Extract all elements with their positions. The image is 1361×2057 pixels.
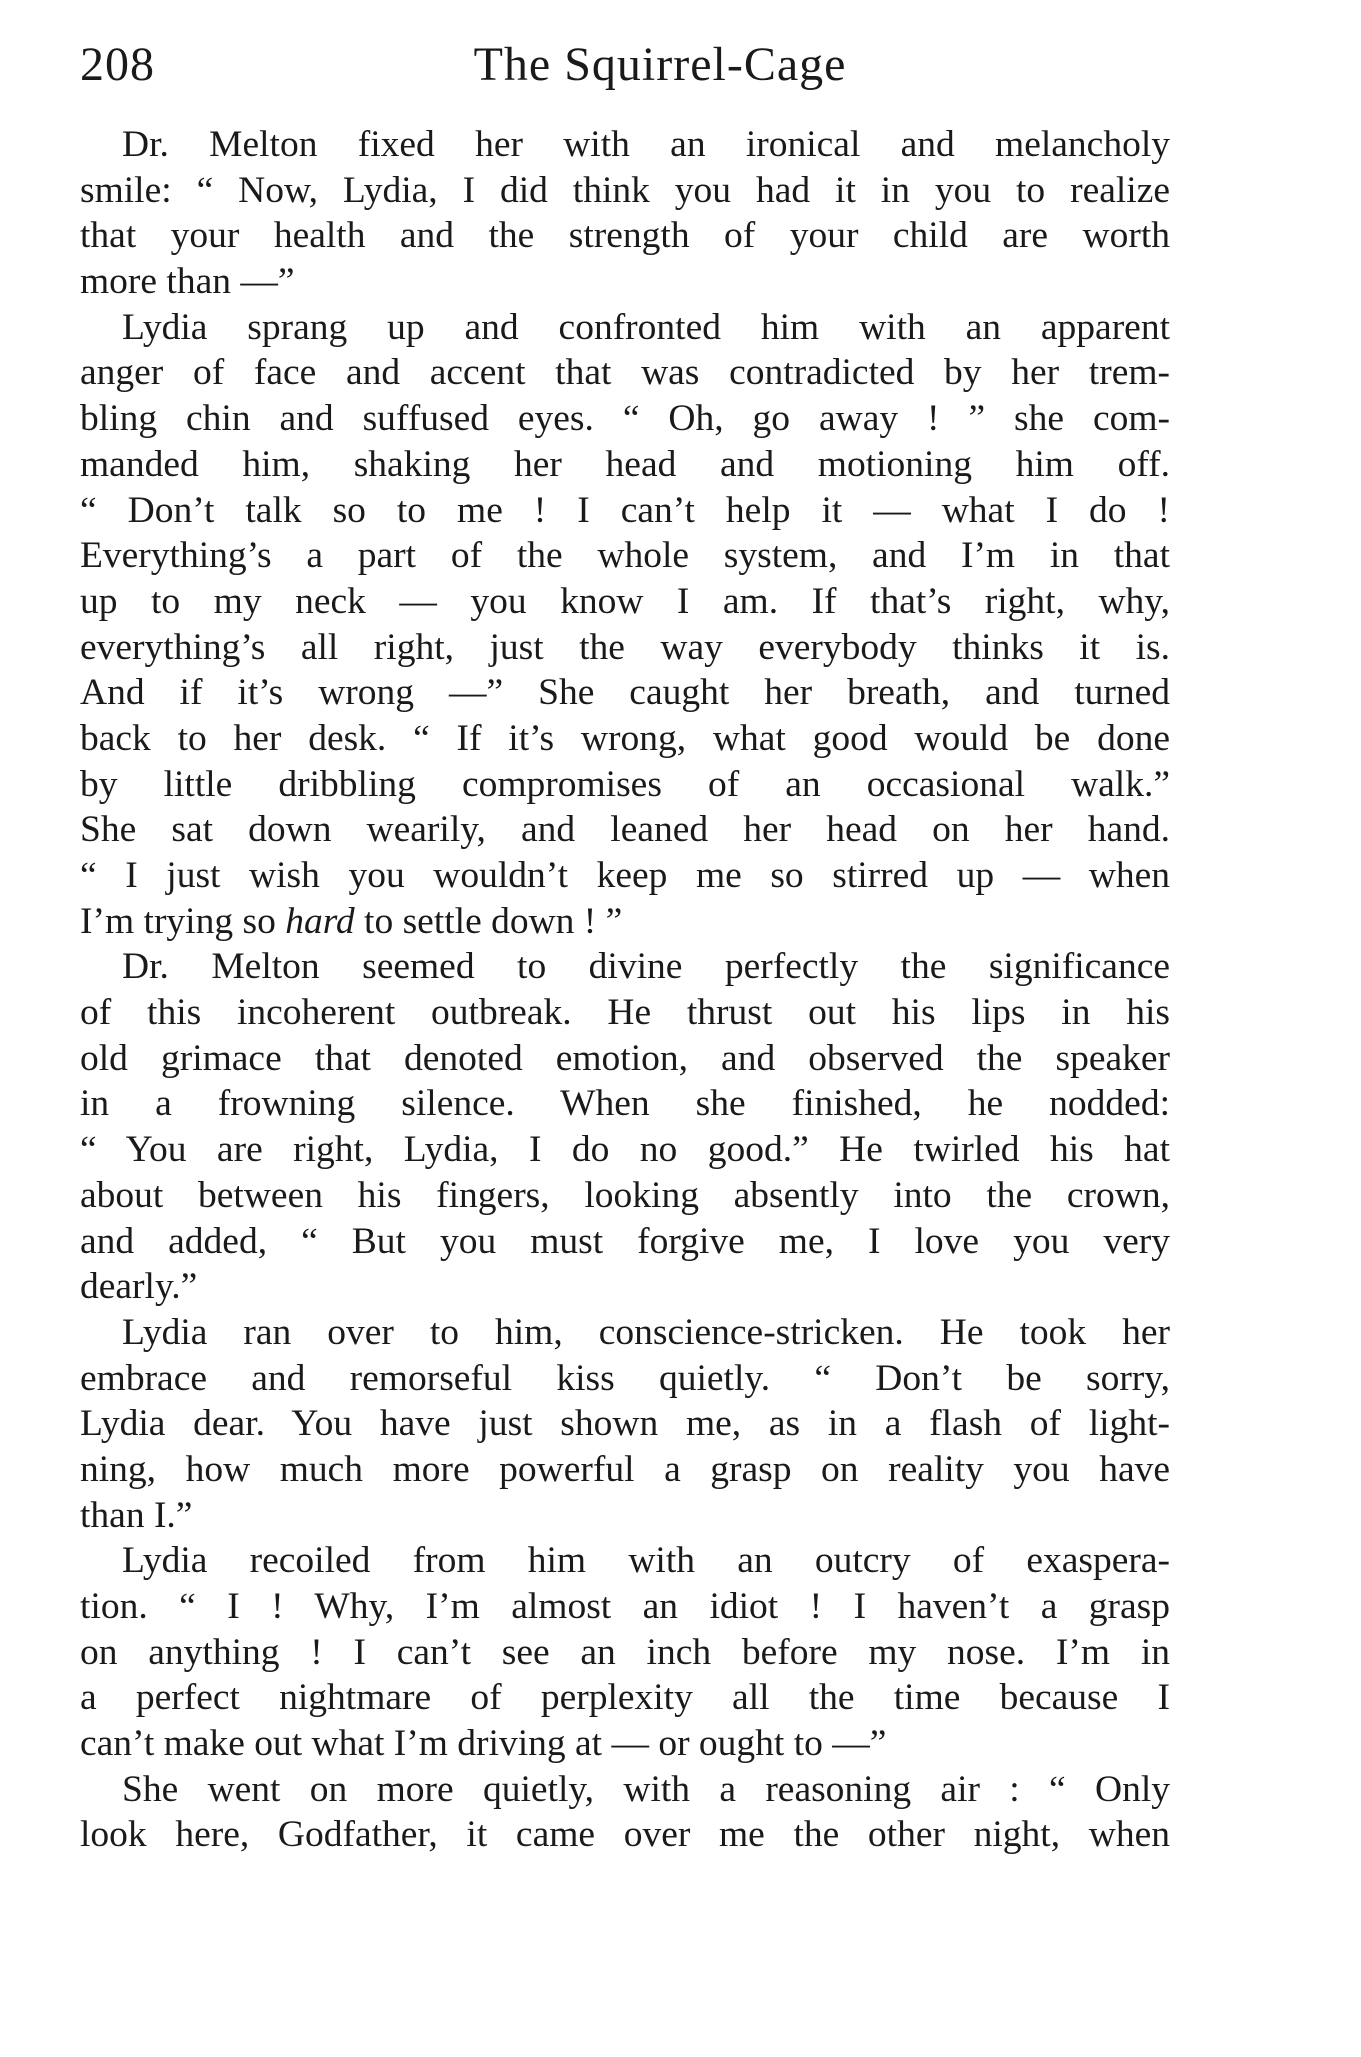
- text-line: dearly.”: [80, 1266, 198, 1308]
- text-line: Dr. Melton seemed to divine perfectly the significance: [122, 946, 1170, 988]
- text-line: old grimace that denoted emotion, and observed the speaker: [80, 1037, 1170, 1079]
- text-line: back to her desk. “ If it’s wrong, what good would be done: [80, 717, 1170, 759]
- text-line: embrace and remorseful kiss quietly. “ Don’t be sorry,: [80, 1357, 1170, 1399]
- text-line: Lydia ran over to him, conscience-stricken. He took her: [122, 1311, 1170, 1353]
- text-line: everything’s all right, just the way everybody thinks it is.: [80, 626, 1170, 668]
- body-text: [80, 122, 1170, 1858]
- text-line: Lydia recoiled from him with an outcry of exaspera-: [122, 1540, 1170, 1582]
- text-line: up to my neck — you know I am. If that’s right, why,: [80, 580, 1170, 622]
- text-line: Lydia sprang up and confronted him with an apparent: [122, 306, 1170, 348]
- text-line: a perfect nightmare of perplexity all the time because I: [80, 1677, 1170, 1719]
- text-line: “ I just wish you wouldn’t keep me so stirred up — when: [80, 855, 1170, 896]
- text-line: She sat down wearily, and leaned her head on her hand.: [80, 809, 1170, 851]
- page-header: [80, 30, 1170, 100]
- text-line: of this incoherent outbreak. He thrust out his lips in his: [80, 992, 1170, 1034]
- text-line: more than —”: [80, 261, 295, 303]
- running-head: The Squirrel-Cage: [473, 38, 847, 91]
- text-line: can’t make out what I’m driving at — or ought to —”: [80, 1723, 887, 1765]
- text-line: manded him, shaking her head and motioning him off.: [80, 443, 1170, 485]
- text-line: And if it’s wrong —” She caught her breath, and turned: [80, 672, 1170, 714]
- text-line: in a frowning silence. When she finished, he nodded:: [80, 1083, 1170, 1125]
- text-line: bling chin and suffused eyes. “ Oh, go away ! ” she com-: [80, 398, 1170, 440]
- text-line: Lydia dear. You have just shown me, as in a flash of light-: [80, 1403, 1170, 1445]
- italic-word: hard: [285, 900, 355, 942]
- text-line: ning, how much more powerful a grasp on reality you have: [80, 1448, 1170, 1490]
- text-fragment: to settle down ! ”: [354, 900, 623, 942]
- text-line: than I.”: [80, 1494, 193, 1536]
- text-line-with-italic: [80, 899, 1170, 945]
- text-line: about between his fingers, looking absently into the crown,: [80, 1174, 1170, 1216]
- text-line: She went on more quietly, with a reasoning air : “ Only: [122, 1768, 1170, 1810]
- text-line: by little dribbling compromises of an occasional walk.”: [80, 763, 1170, 805]
- text-line: tion. “ I ! Why, I’m almost an idiot ! I haven’t a grasp: [80, 1586, 1170, 1627]
- text-line: and added, “ But you must forgive me, I love you very: [80, 1220, 1170, 1262]
- text-fragment: I’m trying so: [80, 900, 286, 942]
- text-line: on anything ! I can’t see an inch before my nose. I’m in: [80, 1631, 1170, 1673]
- text-line: “ You are right, Lydia, I do no good.” He twirled his hat: [80, 1129, 1170, 1171]
- text-line: Everything’s a part of the whole system, and I’m in that: [80, 535, 1170, 577]
- page-number: 208: [80, 38, 155, 91]
- text-line: “ Don’t talk so to me ! I can’t help it — what I do !: [80, 489, 1170, 531]
- text-line: Dr. Melton fixed her with an ironical and melancholy: [122, 124, 1170, 165]
- text-line: look here, Godfather, it came over me the other night, when: [80, 1814, 1170, 1856]
- text-line: that your health and the strength of your child are worth: [80, 215, 1170, 257]
- text-line: anger of face and accent that was contradicted by her trem-: [80, 352, 1170, 394]
- text-line: smile: “ Now, Lydia, I did think you had it in you to realize: [80, 169, 1170, 211]
